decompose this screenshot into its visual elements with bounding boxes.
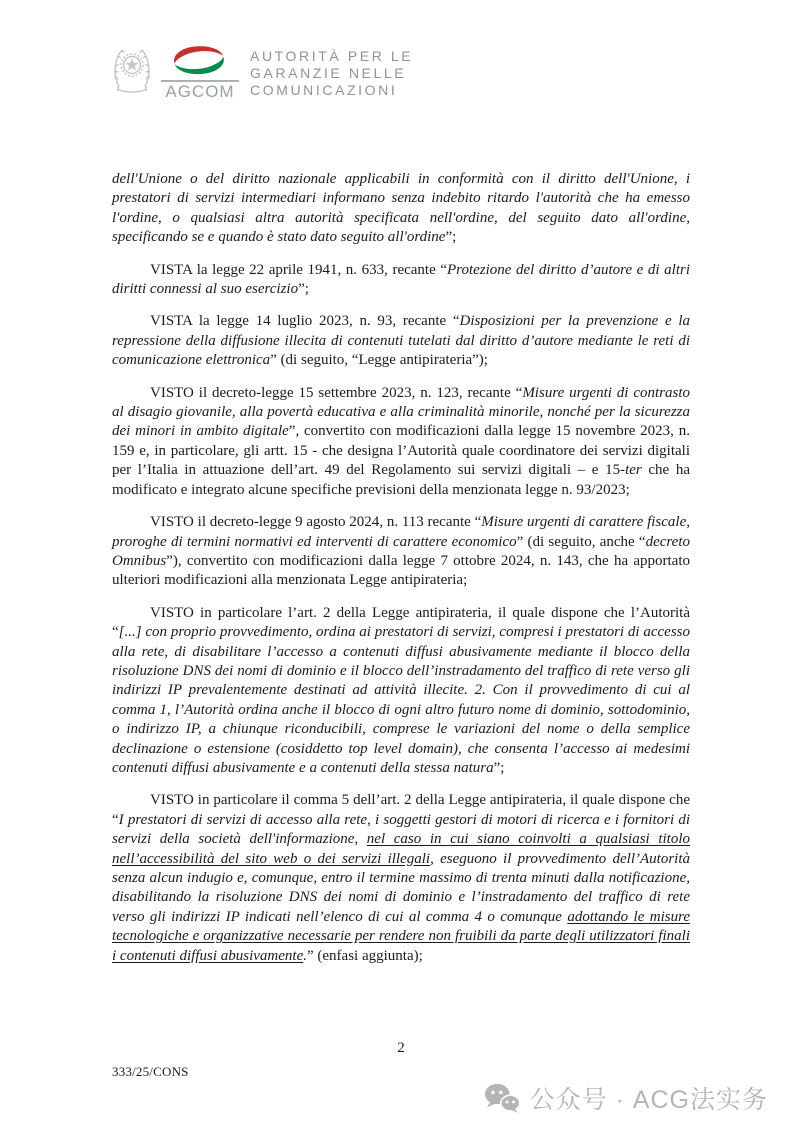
text-run: ” (enfasi aggiunta); xyxy=(306,947,423,964)
text-run: Protezione del diritto d’autore e di altri diritti connessi al suo esercizio xyxy=(112,261,690,298)
text-run: VISTO in particolare l’art. 2 della Legge antipirateria, il quale dispone che l’Autorità “ xyxy=(112,604,690,641)
text-run: VISTO il decreto-legge 15 settembre 2023, n. 123, recante “ xyxy=(150,384,523,401)
italian-republic-emblem-icon xyxy=(112,42,152,98)
agcom-swoosh-icon xyxy=(161,42,239,80)
document-reference: 333/25/CONS xyxy=(112,1064,189,1079)
text-run: VISTO in particolare il comma 5 dell’art. 2 della Legge antipirateria, il quale dispone che “ xyxy=(112,792,690,828)
paragraph xyxy=(112,513,690,591)
agcom-logo xyxy=(112,42,413,101)
text-run: ” (di seguito, anche “ xyxy=(516,533,646,550)
paragraph xyxy=(112,791,690,966)
authority-name-line2: GARANZIE NELLE xyxy=(250,65,407,81)
agcom-abbreviation: AGCOM xyxy=(165,82,235,101)
text-run: Disposizioni per la prevenzione e la repressione della diffusione illecita di contenuti tutelati dal diritto d’autore mediante le reti di comunicazione elettronica xyxy=(112,313,690,369)
text-run: VISTA la legge 14 luglio 2023, n. 93, recante “ xyxy=(150,313,460,330)
text-run: Misure urgenti di contrasto al disagio giovanile, alla povertà educativa e alla criminalità minorile, nonché per la sicurezza dei minori in ambito digitale xyxy=(112,384,691,440)
text-run: ”, convertito con modificazioni dalla legge 15 novembre 2023, n. 159 e, in particolare, gli artt. 15 - che designa l’Autorità quale coordinatore dei servizi digitali per l’Italia in attuazione dell’art. 49 del Regolamento sui servizi digitali – e 15- xyxy=(112,423,691,479)
document-body xyxy=(112,170,690,979)
text-run: [...] con proprio provvedimento, ordina ai prestatori di servizi, compresi i prestatori di accesso alla rete, di disabilitare l’accesso a contenuti diffusi abusivamente mediante il blocco della risoluzione DNS dei nomi di dominio e il blocco dell’instradamento del traffico di rete verso gli indirizzi IP prevalentemente destinati ad attività illecite. 2. Con il provvedimento di cui al comma 1, l’Autorità ordina anche il blocco di ogni altro futuro nome di dominio, sottodominio, o indirizzo IP, a chiunque riconducibili, comprese le variazioni del nome o della semplice declinazione o estensione (cosiddetto top level domain), che consenta l’accesso ai medesimi contenuti diffusi abusivamente e a contenuti della stessa natura xyxy=(112,624,690,776)
text-run: adottando le misure tecnologiche e organizzative necessarie per rendere non fruibili da parte degli utilizzatori finali i contenuti diffusi abusivamente xyxy=(112,908,691,964)
text-run: ”; xyxy=(298,281,309,298)
text-run: dell'Unione o del diritto nazionale applicabili in conformità con il diritto dell'Unione, i prestatori di servizi intermediari informano senza indebito ritardo l'autorità che ha emesso l'ordine, o qualsiasi altra autorità specificata nell'ordine, del seguito dato all'ordine, specificando se e quando è stato dato seguito all'ordine xyxy=(112,171,690,246)
text-run: nel caso in cui siano coinvolti a qualsiasi titolo nell’accessibilità del sito web o dei servizi illegali xyxy=(112,831,690,867)
text-run: Misure urgenti di carattere fiscale, proroghe di termini normativi ed interventi di carattere economico xyxy=(112,514,690,550)
text-run: . xyxy=(303,947,307,964)
wechat-icon xyxy=(483,1082,521,1114)
watermark xyxy=(483,1080,768,1116)
text-run: ”; xyxy=(445,229,457,246)
text-run: I prestatori di servizi di accesso alla rete, i soggetti gestori di motori di ricerca e i fornitori di servizi della società dell'informazione, xyxy=(112,811,690,848)
text-run: , eseguono il provvedimento dell’Autorità senza alcun indugio e, comunque, entro il termine massimo di trenta minuti dalla notificazione, disabilitando la risoluzione DNS dei nomi di dominio e l’instradamento del traffico di rete verso gli indirizzi IP indicati nell’elenco di cui al comma 4 o comunque xyxy=(112,850,690,925)
text-run: VISTO il decreto-legge 9 agosto 2024, n. 113 recante “ xyxy=(150,514,482,531)
watermark-text: 公众号 · ACG法实务 xyxy=(529,1086,768,1114)
authority-name xyxy=(250,42,413,99)
paragraph xyxy=(112,384,690,500)
paragraph xyxy=(112,604,690,779)
paragraph xyxy=(112,261,690,300)
text-run: VISTA la legge 22 aprile 1941, n. 633, recante “ xyxy=(150,261,447,278)
authority-name-line1: AUTORITÀ PER LE xyxy=(250,48,414,64)
text-run: ter xyxy=(625,462,642,479)
paragraph xyxy=(112,312,690,370)
text-run: decreto Omnibus xyxy=(112,533,690,569)
authority-name-line3: COMUNICAZIONI xyxy=(250,82,398,98)
text-run: che ha modificato e integrato alcune specifiche previsioni della menzionata legge n. 93/2023; xyxy=(112,462,690,498)
page-number: 2 xyxy=(397,1040,405,1056)
text-run: ”), convertito con modificazioni dalla legge 7 ottobre 2024, n. 143, che ha apportato ulteriori modificazioni alla menzionata Legge antipirateria; xyxy=(112,552,690,589)
text-run: ” (di seguito, “Legge antipirateria”); xyxy=(270,352,488,369)
paragraph xyxy=(112,170,690,248)
text-run: ”; xyxy=(493,759,505,776)
